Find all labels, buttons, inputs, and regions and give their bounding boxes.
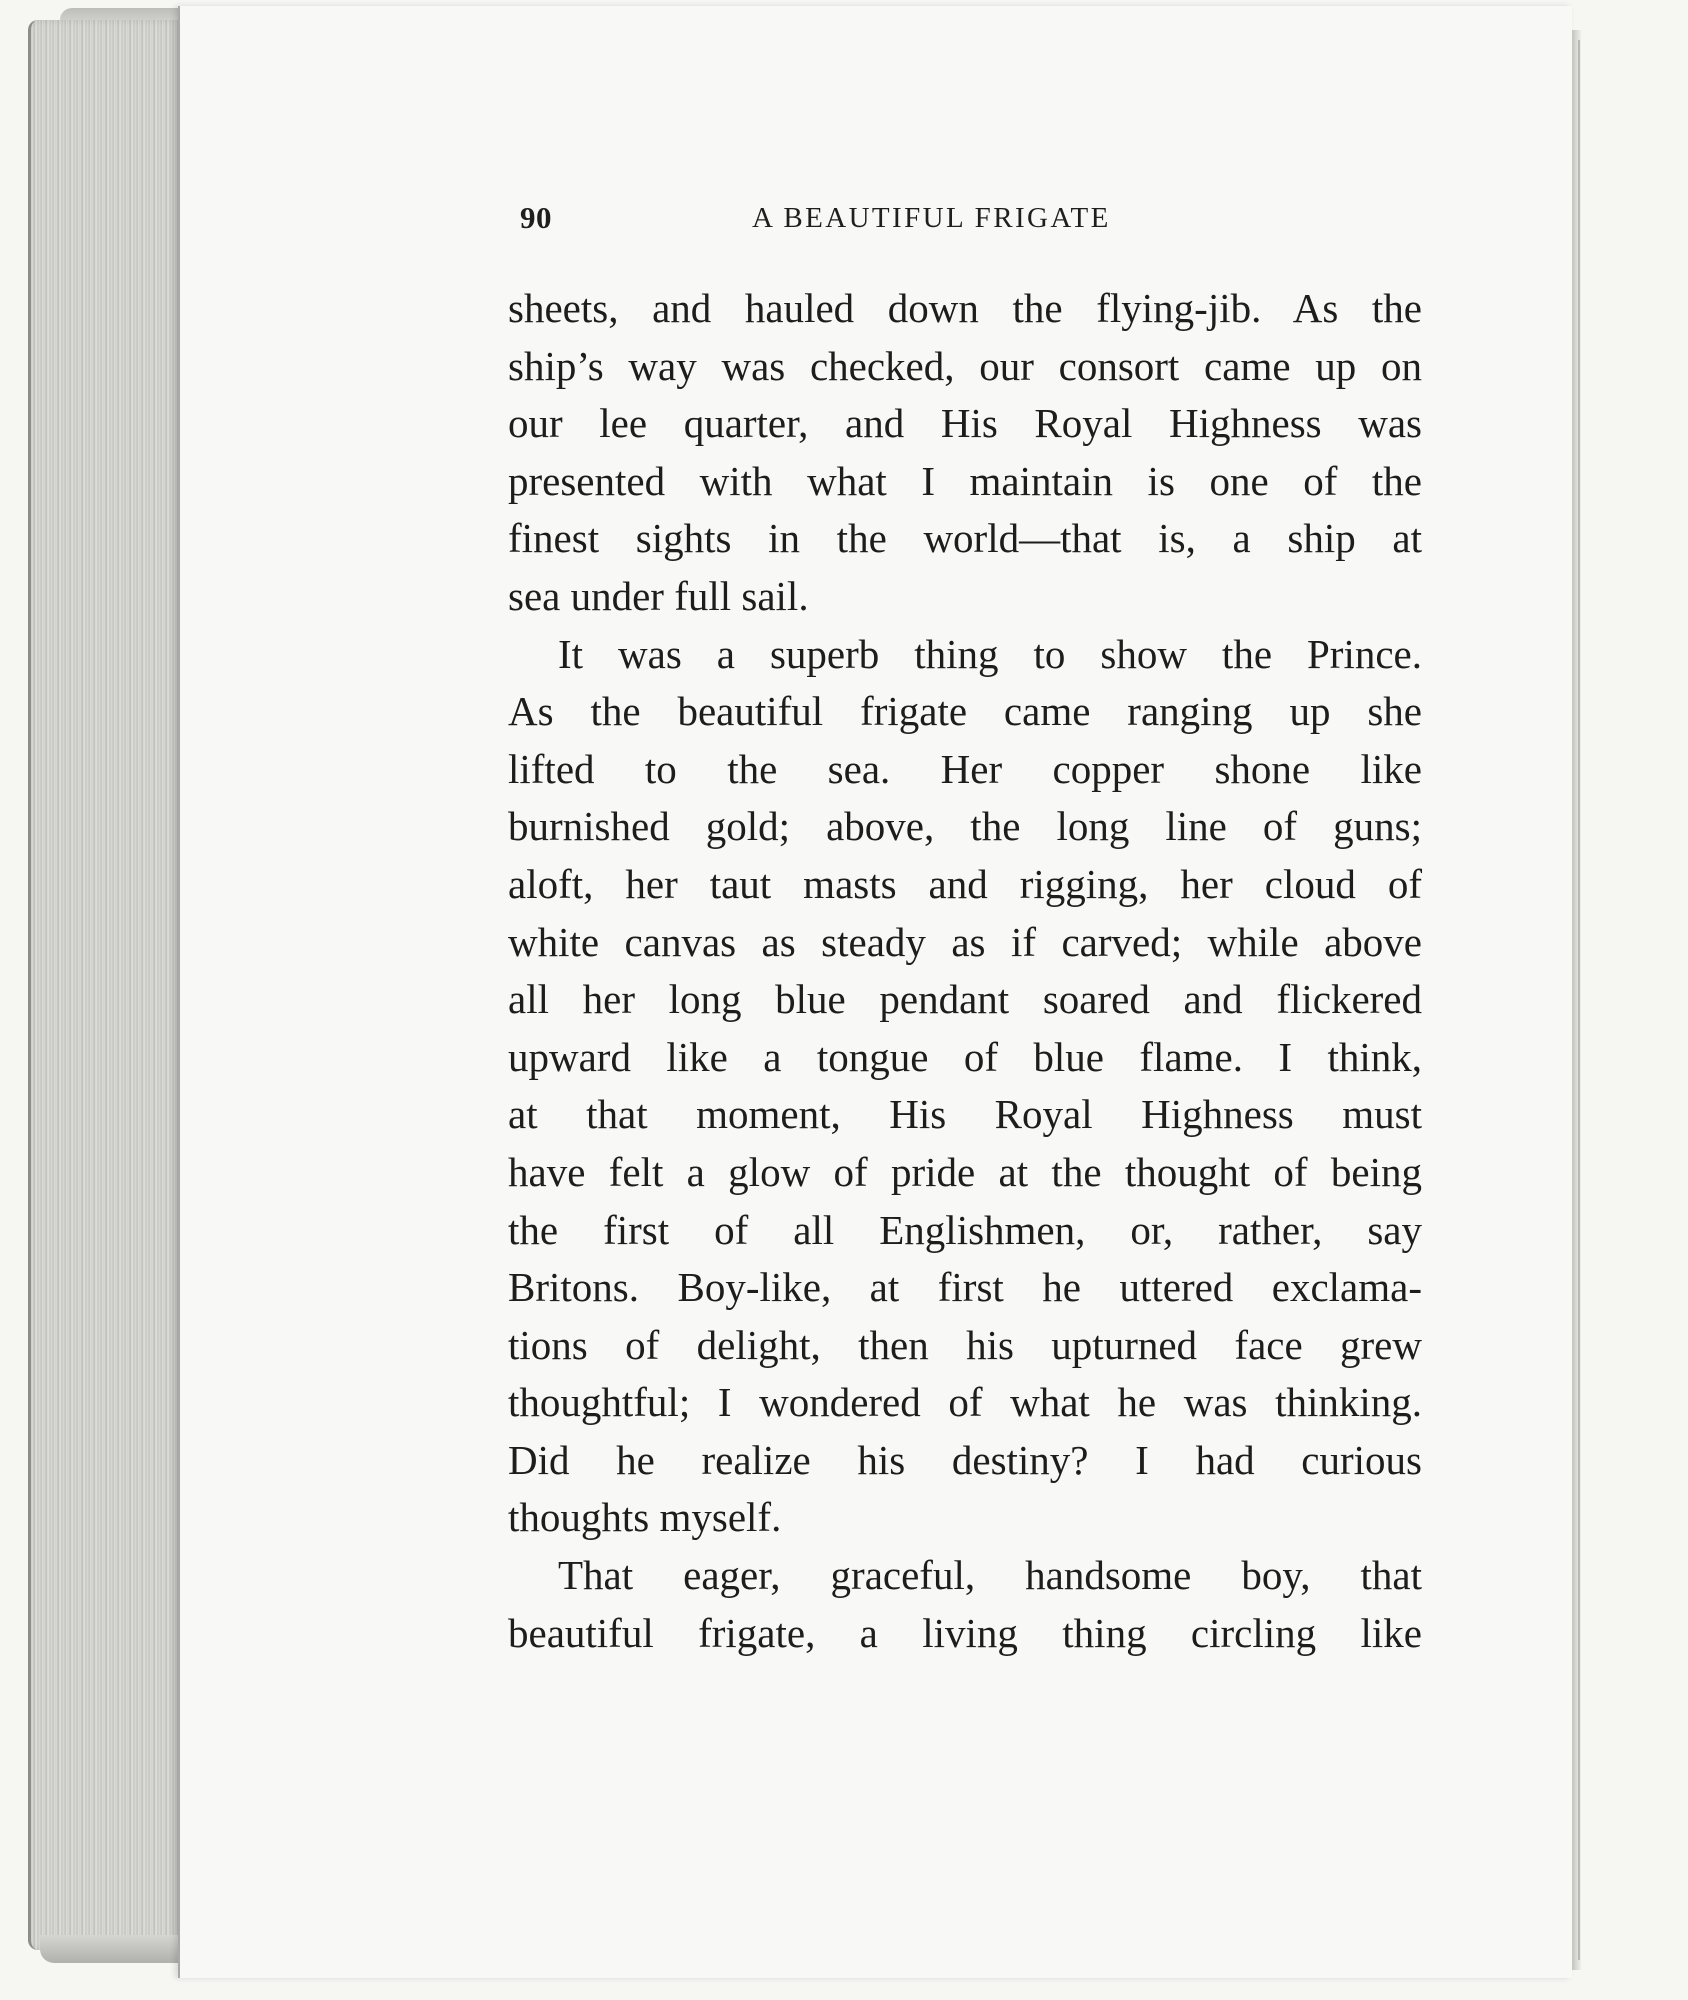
text-line: thoughts myself. [508,1494,782,1541]
book-page-edges [28,20,181,1950]
text-line: burnished gold; above, the long line of guns; [508,803,1422,850]
text-line: ship’s way was checked, our consort came up on [508,342,1422,389]
text-line: finest sights in the world—that is, a ship at [508,515,1422,562]
running-title: A BEAUTIFUL FRIGATE [752,202,1111,234]
text-line: presented with what I maintain is one of the [508,457,1422,504]
text-line: aloft, her taut masts and rigging, her cloud of [508,860,1422,907]
text-line: sea under full sail. [508,572,809,619]
text-line: As the beautiful frigate came ranging up she [508,688,1422,735]
body-text [508,280,1422,1662]
text-line: sheets, and hauled down the flying-jib. As the [508,285,1422,331]
text-line: Britons. Boy-like, at first he uttered exclama- [508,1264,1422,1311]
page-number: 90 [520,200,552,235]
text-line: at that moment, His Royal Highness must [508,1091,1422,1138]
paragraph [508,1547,1422,1662]
text-line: our lee quarter, and His Royal Highness was [508,400,1422,447]
text-line: That eager, graceful, handsome boy, that [558,1552,1422,1599]
text-line: the first of all Englishmen, or, rather, say [508,1206,1422,1253]
text-line: It was a superb thing to show the Prince. [558,630,1422,677]
text-line: beautiful frigate, a living thing circling like [508,1609,1422,1656]
text-line: tions of delight, then his upturned face grew [508,1321,1422,1368]
text-line: have felt a glow of pride at the thought of being [508,1148,1422,1195]
text-line: lifted to the sea. Her copper shone like [508,745,1422,792]
facing-page-edge-line [1578,40,1580,1960]
text-line: all her long blue pendant soared and flickered [508,976,1422,1023]
text-line: Did he realize his destiny? I had curious [508,1436,1422,1483]
text-line: thoughtful; I wondered of what he was thinking. [508,1379,1422,1426]
text-line: upward like a tongue of blue flame. I think, [508,1033,1422,1080]
text-line: white canvas as steady as if carved; while above [508,918,1422,965]
paragraph [508,280,1422,626]
paragraph [508,626,1422,1548]
running-head [520,200,1200,244]
book-bottom-edge [40,1935,190,1963]
